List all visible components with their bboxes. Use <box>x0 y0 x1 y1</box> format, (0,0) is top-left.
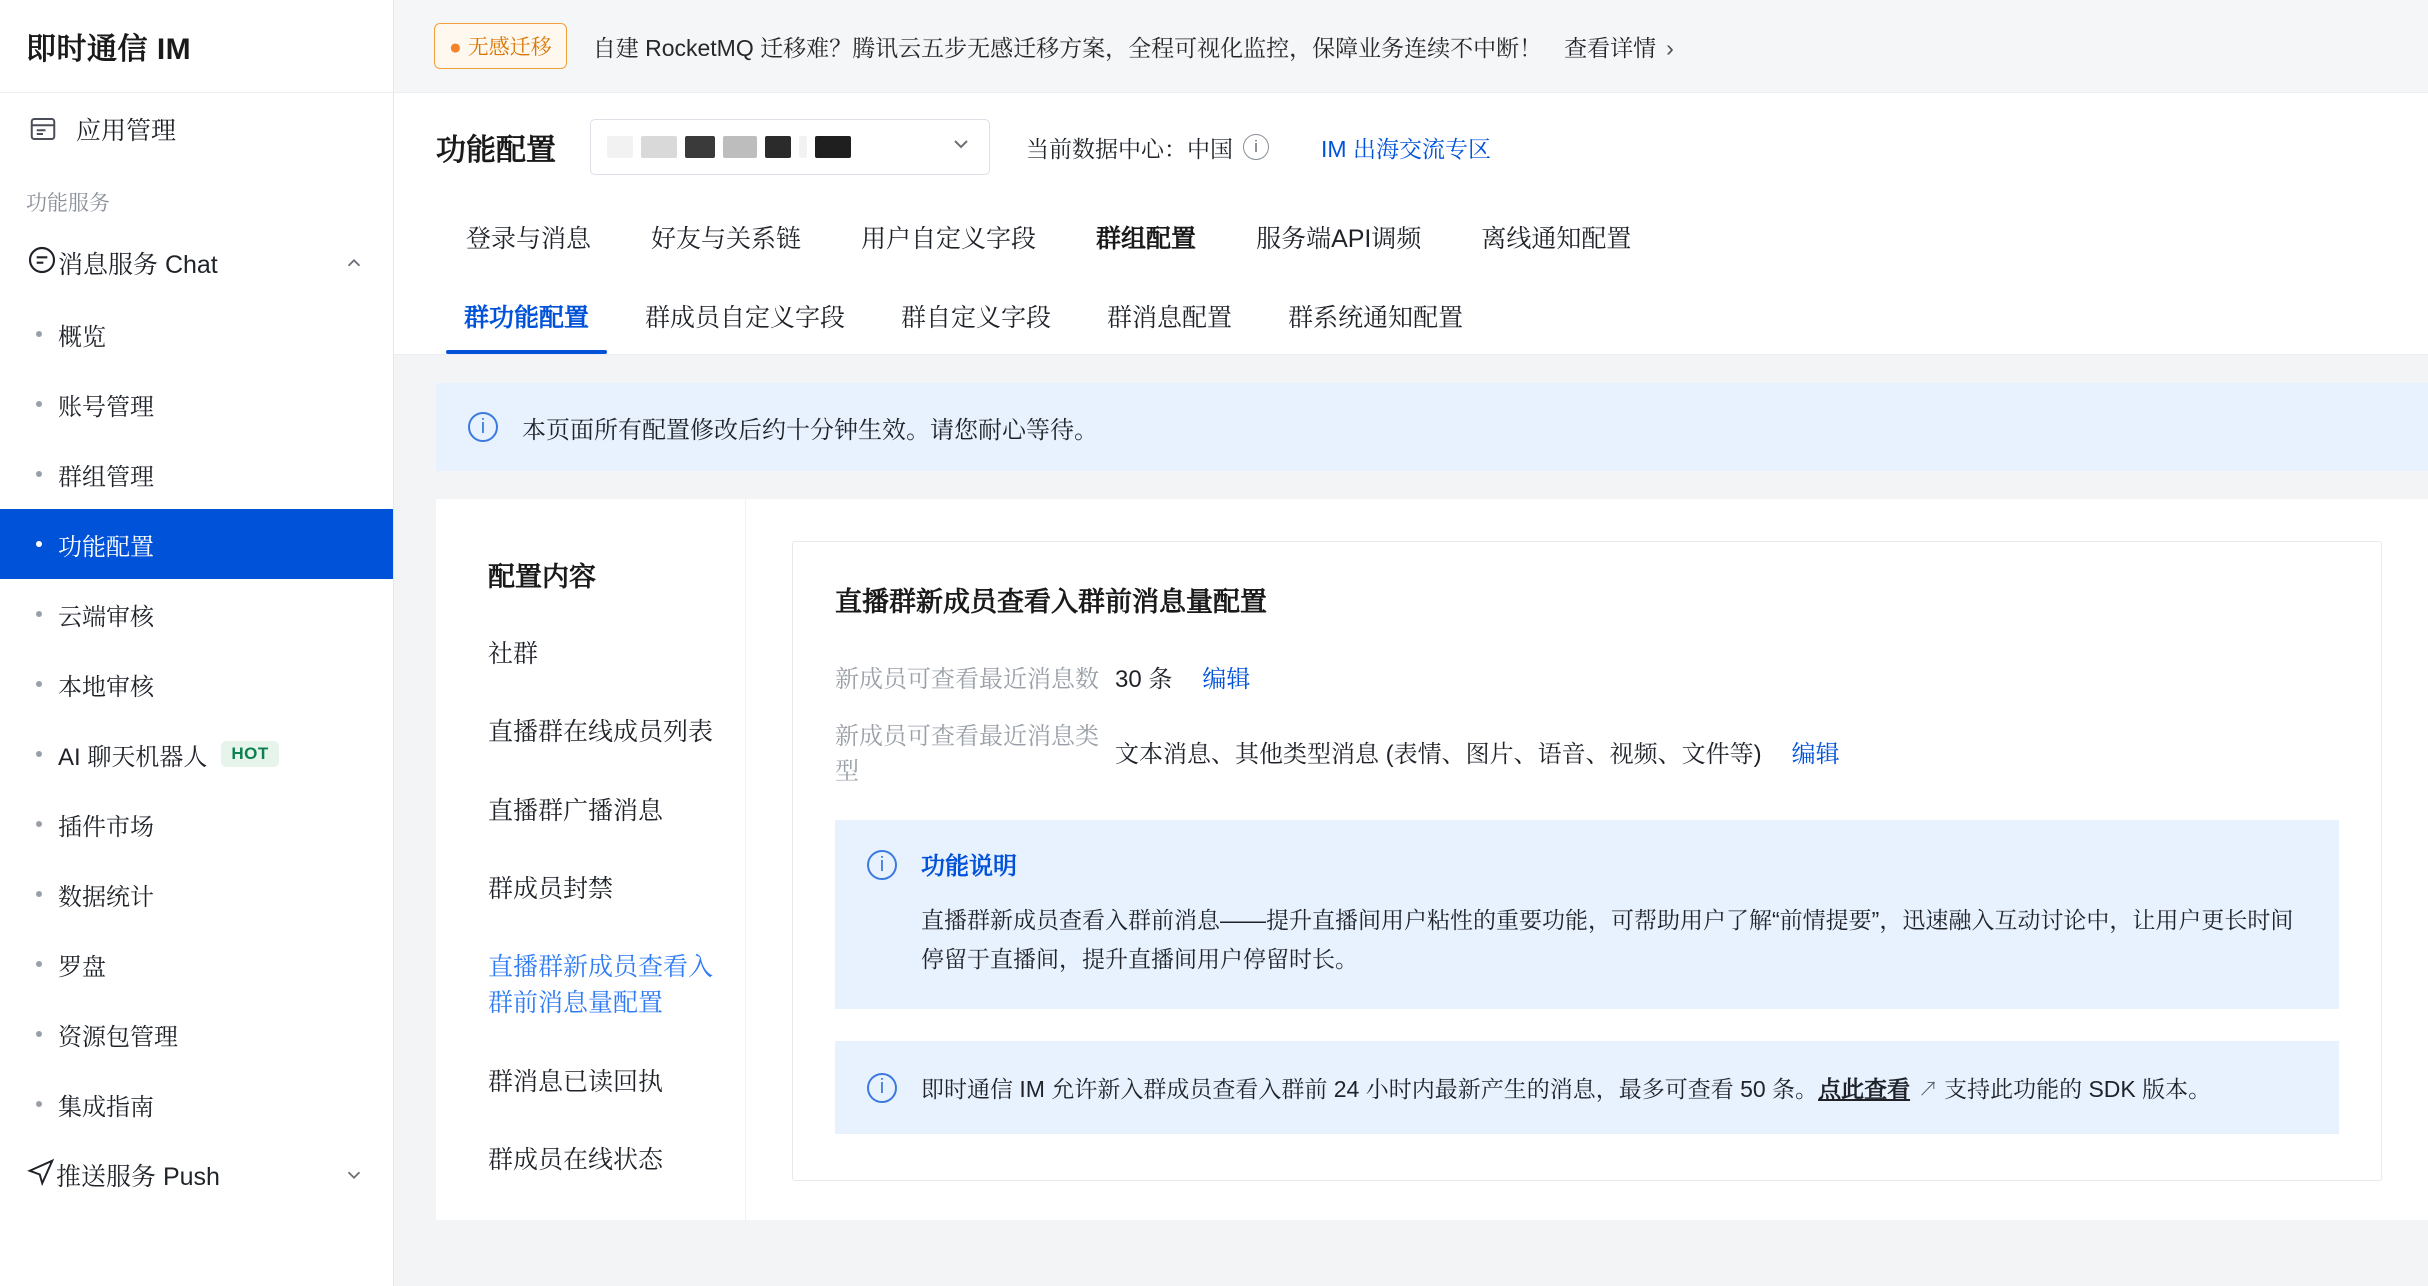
tab-user-custom-field[interactable]: 用户自定义字段 <box>861 225 1037 253</box>
sidebar-item-account-manage[interactable] <box>0 369 393 439</box>
banner-link-label: 查看详情 <box>1564 34 1657 61</box>
sdk-note-text-before: 即时通信 IM 允许新入群成员查看入群前 24 小时内最新产生的消息，最多可查看 50 条。 <box>921 1076 1819 1103</box>
sidebar-item-label: 插件市场 <box>58 813 154 841</box>
notice-text: 本页面所有配置修改后约十分钟生效。请您耐心等待。 <box>522 416 1098 444</box>
flame-icon: ● <box>449 36 462 59</box>
sdk-version-link[interactable]: 点此查看 <box>1818 1076 1911 1103</box>
subtab-group-feature-config[interactable]: 群功能配置 <box>436 298 617 354</box>
feature-description-text: 直播群新成员查看入群前消息——提升直播间用户粘性的重要功能，可帮助用户了解“前情提要”，迅速融入互动讨论中，让用户更长时间停留于直播间，提升直播间用户停留时长。 <box>921 907 2294 973</box>
toc-item-member-online-status[interactable]: 群成员在线状态 <box>488 1145 664 1174</box>
datacenter-info <box>1026 131 1269 164</box>
sidebar-item-feature-config[interactable] <box>0 509 393 579</box>
feature-description-title: 功能说明 <box>921 853 1017 880</box>
app-icon <box>26 112 60 146</box>
feature-description-box <box>835 820 2339 1009</box>
tab-friend-relation[interactable]: 好友与关系链 <box>651 225 802 253</box>
sidebar-item-statistics[interactable] <box>0 859 393 929</box>
info-icon: i <box>867 1073 897 1103</box>
main-tabs <box>394 201 2428 273</box>
toc-item-live-online-members[interactable]: 直播群在线成员列表 <box>488 718 714 747</box>
chevron-down-icon[interactable] <box>341 1162 367 1188</box>
chat-icon <box>26 244 58 283</box>
config-row-message-count <box>835 659 2339 694</box>
sidebar-item-label: 账号管理 <box>58 393 154 421</box>
config-row-label: 新成员可查看最近消息数 <box>835 666 1099 693</box>
sidebar-item-overview[interactable] <box>0 299 393 369</box>
sidebar-item-label: 概览 <box>58 323 106 351</box>
chevron-down-icon[interactable] <box>949 132 973 162</box>
toc-item-member-ban[interactable]: 群成员封禁 <box>488 874 614 903</box>
sidebar-item-cloud-audit[interactable] <box>0 579 393 649</box>
sidebar-item-label: 消息服务 Chat <box>58 251 218 279</box>
toc-item-community[interactable]: 社群 <box>488 640 539 668</box>
tab-login-message[interactable]: 登录与消息 <box>466 225 592 253</box>
app-select-value <box>607 136 949 158</box>
subtab-group-message-config[interactable]: 群消息配置 <box>1107 304 1233 332</box>
sdk-note-text-after: 支持此功能的 SDK 版本。 <box>1944 1076 2212 1103</box>
page-notice <box>436 383 2428 471</box>
sidebar-group-label: 功能服务 <box>26 192 110 215</box>
config-card <box>436 499 2428 1220</box>
sidebar-item-label: 云端审核 <box>58 603 154 631</box>
banner-detail-link[interactable] <box>1564 30 1674 63</box>
hot-badge: HOT <box>221 741 278 767</box>
sidebar-item-label: 群组管理 <box>58 463 154 491</box>
sidebar-item-label: AI 聊天机器人 <box>58 743 208 771</box>
detail-panel <box>792 541 2382 1181</box>
sidebar-item-label: 推送服务 Push <box>56 1163 220 1191</box>
sidebar-item-group-manage[interactable] <box>0 439 393 509</box>
app-select[interactable] <box>590 119 990 175</box>
sub-tabs <box>394 273 2428 355</box>
edit-button[interactable]: 编辑 <box>1791 740 1840 768</box>
info-icon: i <box>867 850 897 880</box>
sidebar-item-local-audit[interactable] <box>0 649 393 719</box>
toc-item-read-receipt[interactable]: 群消息已读回执 <box>488 1067 664 1096</box>
oversea-link[interactable]: IM 出海交流专区 <box>1321 135 1491 162</box>
toc-item-live-new-member-history[interactable]: 直播群新成员查看入群前消息量配置 <box>488 953 714 1018</box>
info-icon[interactable]: i <box>1243 134 1269 160</box>
push-icon <box>26 1157 56 1194</box>
config-row-message-type <box>835 716 2339 786</box>
external-link-icon: ↗ <box>1918 1079 1939 1102</box>
sidebar-item-ai-bot[interactable] <box>0 719 393 789</box>
page-title: 功能配置 <box>436 134 556 167</box>
sidebar-item-label: 数据统计 <box>58 883 154 911</box>
edit-button[interactable]: 编辑 <box>1202 666 1251 693</box>
datacenter-label: 当前数据中心：中国 <box>1026 135 1233 162</box>
subtab-member-custom-field[interactable]: 群成员自定义字段 <box>645 304 846 332</box>
sdk-version-box <box>835 1041 2339 1134</box>
sidebar-item-label: 应用管理 <box>76 117 177 145</box>
info-icon: i <box>468 412 498 442</box>
page-header <box>394 93 2428 201</box>
config-toc <box>436 499 746 1220</box>
banner-text: 自建 RocketMQ 迁移难？腾讯云五步无感迁移方案，全程可视化监控，保障业务连续不中断！ <box>592 34 1543 61</box>
sidebar-item-label: 本地审核 <box>58 673 154 701</box>
sidebar-item-chat[interactable] <box>0 227 393 299</box>
sidebar-item-integration-guide[interactable] <box>0 1069 393 1139</box>
subtab-group-system-notify[interactable]: 群系统通知配置 <box>1288 304 1464 332</box>
config-detail <box>746 499 2428 1220</box>
config-row-value: 文本消息、其他类型消息 (表情、图片、语音、视频、文件等) <box>1115 740 1762 768</box>
sidebar-item-label: 功能配置 <box>58 533 154 561</box>
sidebar <box>0 0 394 1286</box>
detail-title: 直播群新成员查看入群前消息量配置 <box>835 587 1267 617</box>
chevron-right-icon: › <box>1666 34 1674 61</box>
tab-server-api[interactable]: 服务端API调频 <box>1256 225 1422 253</box>
sidebar-item-label: 资源包管理 <box>58 1023 178 1051</box>
promo-banner <box>394 0 2428 93</box>
sidebar-item-plugin-market[interactable] <box>0 789 393 859</box>
subtab-group-custom-field[interactable]: 群自定义字段 <box>901 304 1052 332</box>
banner-tag-label: 无感迁移 <box>467 36 552 59</box>
main-content <box>394 0 2428 1286</box>
toc-title: 配置内容 <box>488 562 596 592</box>
chevron-up-icon[interactable] <box>341 250 367 276</box>
tab-offline-notify[interactable]: 离线通知配置 <box>1481 225 1632 253</box>
product-title: 即时通信 IM <box>0 0 393 93</box>
sidebar-item-resource-package[interactable] <box>0 999 393 1069</box>
sidebar-item-compass[interactable] <box>0 929 393 999</box>
toc-item-live-broadcast-message[interactable]: 直播群广播消息 <box>488 796 664 825</box>
sidebar-item-label: 集成指南 <box>58 1093 154 1121</box>
banner-tag <box>434 23 567 69</box>
sidebar-item-push[interactable] <box>0 1139 393 1211</box>
sidebar-item-app-manage[interactable] <box>0 93 393 165</box>
tab-group-config[interactable]: 群组配置 <box>1096 225 1197 253</box>
sidebar-item-label: 罗盘 <box>58 953 106 981</box>
config-row-label: 新成员可查看最近消息类型 <box>835 723 1099 785</box>
config-row-value: 30 条 <box>1115 666 1173 693</box>
